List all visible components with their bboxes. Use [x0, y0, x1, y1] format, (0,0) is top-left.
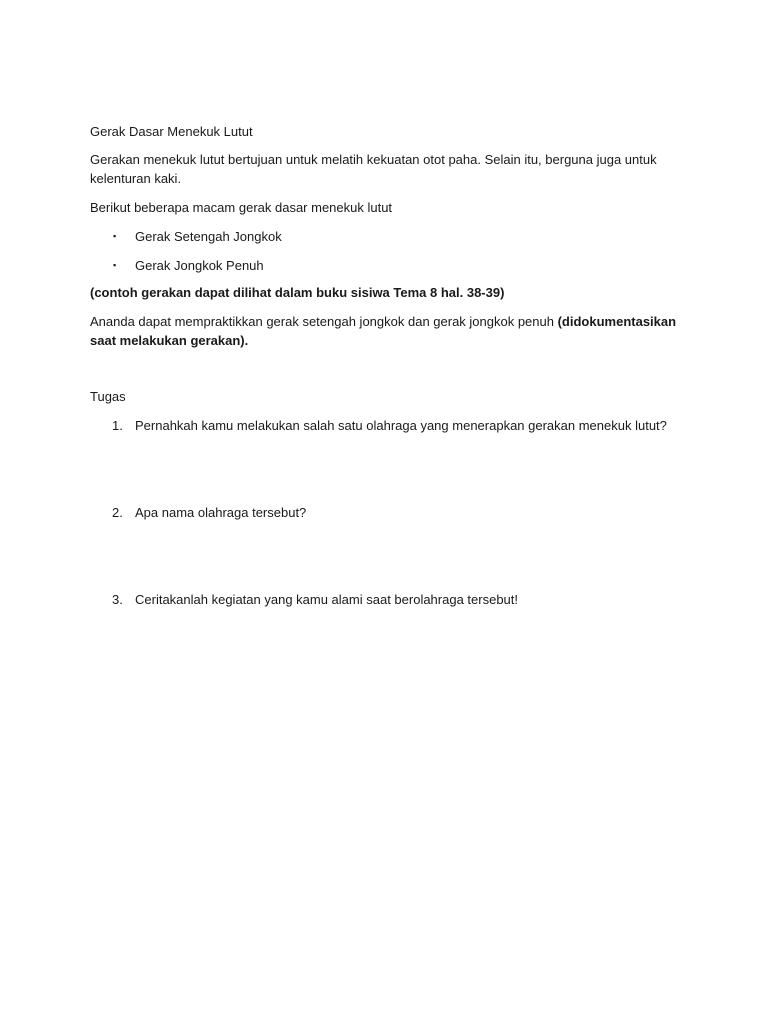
tasks-heading: Tugas: [90, 389, 126, 404]
task-item: [90, 503, 690, 522]
list-item-text: Gerak Setengah Jongkok: [135, 229, 282, 244]
task-item: [90, 590, 690, 609]
bullet-icon: ▪: [113, 260, 117, 270]
task-list: [90, 416, 690, 609]
task-text: Pernahkah kamu melakukan salah satu olahraga yang menerapkan gerakan menekuk lutut?: [135, 418, 667, 433]
list-item-text: Gerak Jongkok Penuh: [135, 258, 264, 273]
task-number: 1.: [112, 418, 123, 433]
task-text: Ceritakanlah kegiatan yang kamu alami saat berolahraga tersebut!: [135, 592, 519, 607]
list-item: [90, 256, 690, 275]
task-number: 3.: [112, 592, 123, 607]
list-item: [90, 227, 690, 246]
reference-note: (contoh gerakan dapat dilihat dalam buku sisiwa Tema 8 hal. 38-39): [90, 285, 505, 300]
intro-paragraph: Gerakan menekuk lutut bertujuan untuk melatih kekuatan otot paha. Selain itu, berguna juga untuk kelenturan kaki.: [90, 152, 657, 186]
task-text: Apa nama olahraga tersebut?: [135, 505, 307, 520]
task-number: 2.: [112, 505, 123, 520]
document-title: Gerak Dasar Menekuk Lutut: [90, 124, 253, 139]
list-lead-paragraph: Berikut beberapa macam gerak dasar menekuk lutut: [90, 200, 393, 215]
practice-text: Ananda dapat mempraktikkan gerak setengah jongkok dan gerak jongkok penuh: [90, 314, 558, 329]
bullet-icon: ▪: [113, 231, 117, 241]
practice-paragraph: [90, 312, 690, 350]
document-body: [90, 122, 690, 677]
movement-list: [90, 227, 690, 275]
practice-bold-text: (didokumentasikan saat melakukan gerakan).: [90, 314, 677, 348]
task-item: [90, 416, 690, 435]
